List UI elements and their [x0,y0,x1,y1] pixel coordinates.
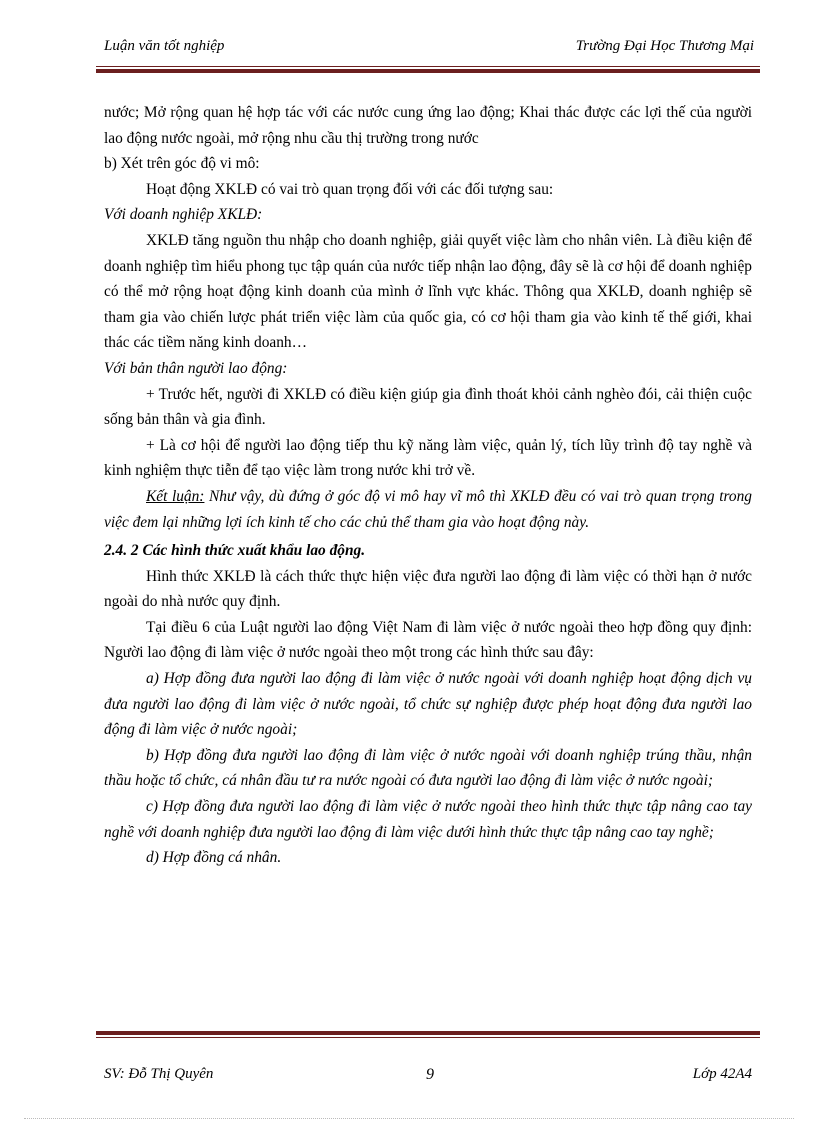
list-item-a: a) Hợp đồng đưa người lao động đi làm việc ở nước ngoài với doanh nghiệp hoạt động dịch vụ đưa người lao động đi làm việc ở nước ngoài, tổ chức sự nghiệp được phép hoạt động đưa người lao động đi làm việc ở nước ngoài; [104,670,752,739]
header-thesis-title: Luận văn tốt nghiệp [104,38,225,54]
conclusion-text: Như vậy, dù đứng ở góc độ vi mô hay vĩ mô thì XKLĐ đều có vai trò quan trọng trong việc đem lại những lợi ích kinh tế cho các chủ thể tham gia vào hoạt động này. [104,487,752,531]
page-body [104,100,752,871]
header-university: Trường Đại Học Thương Mại [575,38,754,54]
page-header [104,38,754,62]
paragraph-micro-heading: b) Xét trên góc độ vi mô: [104,155,260,173]
subheading-worker: Với bản thân người lao động: [104,359,288,377]
paragraph-enterprise: XKLĐ tăng nguồn thu nhập cho doanh nghiệp, giải quyết việc làm cho nhân viên. Là điều kiện để doanh nghiệp tìm hiểu phong tục tập quán của nước tiếp nhận lao động, đây sẽ là cơ hội để doanh nghiệp có thể mở rộng hoạt động kinh doanh của mình ở lĩnh vực khác. Thông qua XKLĐ, doanh nghiệp sẽ tham gia vào chiến lược phát triển việc làm của quốc gia, có cơ hội tham gia vào kinh tế thế giới, khai thác các tiềm năng kinh doanh… [104,231,752,352]
subheading-enterprise: Với doanh nghiệp XKLĐ: [104,206,263,224]
paragraph-worker-2: + Là cơ hội để người lao động tiếp thu kỹ năng làm việc, quản lý, tích lũy trình độ tay nghề và kinh nghiệm thực tiễn để tạo việc làm trong nước khi trở về. [104,436,752,480]
list-item-d: d) Hợp đồng cá nhân. [146,849,282,867]
paragraph-worker-1: + Trước hết, người đi XKLĐ có điều kiện giúp gia đình thoát khỏi cảnh nghèo đói, cải thiện cuộc sống bản thân và gia đình. [104,385,752,429]
footer-divider [96,1031,760,1038]
page-number: 9 [426,1066,434,1083]
footer-class: Lớp 42A4 [692,1066,752,1082]
paragraph-continuation: nước; Mở rộng quan hệ hợp tác với các nước cung ứng lao động; Khai thác được các lợi thế của người lao động nước ngoài, mở rộng nhu cầu thị trường trong nước [104,104,752,147]
list-item-b: b) Hợp đồng đưa người lao động đi làm việc ở nước ngoài với doanh nghiệp trúng thầu, nhận thầu hoặc tổ chức, cá nhân đầu tư ra nước ngoài có đưa người lao động đi làm việc ở nước ngoài; [104,746,752,790]
page-footer [104,1066,752,1088]
paragraph-law-article: Tại điều 6 của Luật người lao động Việt Nam đi làm việc ở nước ngoài theo hợp đồng quy định: Người lao động đi làm việc ở nước ngoài theo một trong các hình thức sau đây: [104,618,752,662]
list-item-c: c) Hợp đồng đưa người lao động đi làm việc ở nước ngoài theo hình thức thực tập nâng cao tay nghề với doanh nghiệp đưa người lao động đi làm việc dưới hình thức thực tập nâng cao tay nghề; [104,798,752,841]
paragraph-conclusion [104,484,752,535]
page-bottom-dotted-line [24,1118,794,1119]
footer-student: SV: Đỗ Thị Quyên [104,1066,214,1082]
paragraph-roles-intro: Hoạt động XKLĐ có vai trò quan trọng đối với các đối tượng sau: [146,180,554,198]
header-divider [96,66,760,73]
section-heading: 2.4. 2 Các hình thức xuất khẩu lao động. [104,542,366,560]
conclusion-label: Kết luận: [146,487,205,505]
paragraph-forms-definition: Hình thức XKLĐ là cách thức thực hiện việc đưa người lao động đi làm việc có thời hạn ở nước ngoài do nhà nước quy định. [104,567,752,611]
